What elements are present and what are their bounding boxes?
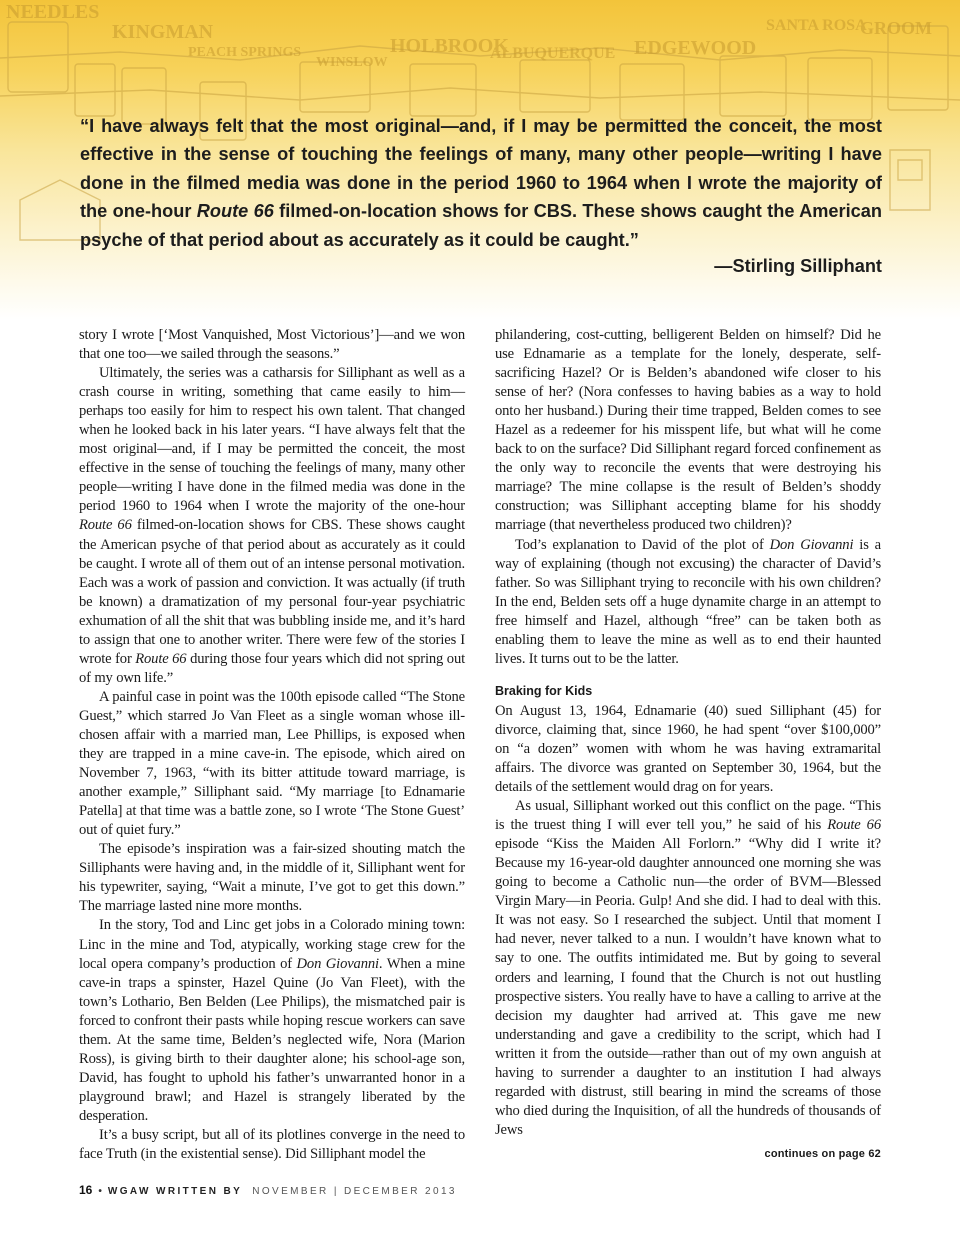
paragraph: A painful case in point was the 100th episode called “The Stone Guest,” which starred Jo Van Fleet as a single woman whose ill-chosen affair with a married man, Lee Phillips, is exposed when they are trapped in a mine cave-in. The episode, which aired on November 7, 1963, “with its bitter attitude toward marriage, is another example,” Silliphant said. “My marriage [to Ednamarie Patella] at that time was a battle zone, so I wrote ‘The Stone Guest’ out of quiet fury.” bbox=[79, 688, 465, 839]
paragraph-text: episode “Kiss the Maiden All Forlorn.” “Why did I write it? Because my 16-year-old daughter announced one morning she was going to become a Catholic nun—the order of BVM—Blessed Virgin Mary—in Peoria. Gulp! And she did. I had to deal with this. It was not easy. So I researched the subject. Until that moment I had never, never talked to a nun. I wouldn’t have known what to say to one. The outfits intimidated me. But by going to several orders and learning, I found that the Church is not out hustling prospective sisters. You really have to have a calling to arrive at the decision my daughter had arrived at. This gave me new understanding and gave a credibility to the script, which had I written it from the outside—rather than out of my own anguish at having to surrender a daughter to an institution I had always regarded with distrust, still bearing in mind the screams of those who died during the Inquisition, of all the hundreds of thousands of Jews bbox=[495, 836, 881, 1138]
paragraph-text: . When a mine cave-in traps a spinster, Hazel Quine (Jo Van Fleet), with the town’s Lothario, Ben Belden (Lee Philips), the mismatched pair is forced to confront their pasts while hoping rescue workers can save them. At the same time, Belden’s neglected wife, Nora (Marion Ross), is giving birth to their daughter alone; his school-age son, David, has fought to uphold his father’s unwarranted honor in a playground brawl; and Hazel is strangely liberated by the desperation. bbox=[79, 955, 465, 1124]
paragraph: The episode’s inspiration was a fair-sized shouting match the Silliphants were having and, in the middle of it, Silliphant went for his typewriter, saying, “Wait a minute, I’ve got to get this down.” The marriage lasted nine more months. bbox=[79, 841, 465, 915]
map-label-peach-springs: PEACH SPRINGS bbox=[188, 45, 302, 60]
show-title: Route 66 bbox=[827, 817, 881, 834]
paragraph bbox=[495, 797, 881, 1140]
map-label-edgewood: EDGEWOOD bbox=[634, 37, 757, 59]
map-label-needles: NEEDLES bbox=[6, 1, 100, 23]
map-label-albuquerque: ALBUQUERQUE bbox=[490, 45, 616, 62]
issue-date: NOVEMBER | DECEMBER 2013 bbox=[252, 1186, 457, 1197]
show-title: Route 66 bbox=[135, 650, 187, 667]
opera-title: Don Giovanni bbox=[769, 536, 854, 553]
article-column-right bbox=[495, 326, 881, 1164]
paragraph-text: Tod’s explanation to David of the plot of bbox=[515, 536, 770, 553]
show-title: Route 66 bbox=[79, 517, 132, 534]
map-label-winslow: WINSLOW bbox=[316, 55, 388, 70]
article-column-left bbox=[79, 326, 465, 1164]
paragraph bbox=[495, 536, 881, 669]
section-subhead: Braking for Kids bbox=[495, 683, 593, 698]
map-label-kingman: KINGMAN bbox=[112, 21, 214, 43]
publication-name: WGAW WRITTEN BY bbox=[107, 1186, 243, 1197]
paragraph-text: In the story, Tod and Linc get jobs in a Colorado mining town: Linc in the mine and Tod, atypically, working stage crew for the local opera company’s production of bbox=[79, 917, 465, 972]
continues-on-page-link[interactable]: continues on page 62 bbox=[764, 1147, 881, 1160]
paragraph-text: As usual, Silliphant worked out this conflict on the page. “This is the truest thing I will ever tell you,” he said of his bbox=[495, 798, 881, 834]
footer-bullet: • bbox=[98, 1186, 102, 1197]
paragraph: story I wrote [‘Most Vanquished, Most Victorious’]—and we won that one too—we sailed through the seasons.” bbox=[79, 327, 465, 363]
map-label-groom: GROOM bbox=[860, 18, 932, 38]
page-footer bbox=[79, 1183, 457, 1197]
paragraph bbox=[79, 364, 465, 688]
paragraph-text: filmed-on-location shows for CBS. These shows caught the American psyche of that period about as accurately as it could be caught. I wrote all of them out of an intense personal motivation. Each was a work of passion and conviction. It was actually (if truth be known) a dramatization of my personal four-year psychiatric exhumation of all the shit that was bubbling inside me, and it’s hard to assign that one to another writer. There were few of the stories I wrote for bbox=[79, 517, 466, 667]
pull-quote-attribution: —Stirling Silliphant bbox=[714, 256, 882, 276]
opera-title: Don Giovanni bbox=[296, 955, 379, 972]
pull-quote-text-end: filmed-on-location shows for CBS. These shows caught the American psyche of that period about as accurately as it could be caught.” bbox=[80, 201, 882, 250]
page-number: 16 bbox=[79, 1183, 93, 1197]
paragraph bbox=[79, 916, 465, 1126]
paragraph: It’s a busy script, but all of its plotlines converge in the need to face Truth (in the existential sense). Did Silliphant model the bbox=[79, 1126, 465, 1163]
map-label-santa-rosa: SANTA ROSA bbox=[766, 17, 867, 34]
pull-quote-text: “I have always felt that the most original—and, if I may be permitted the conceit, the most effective in the sense of touching the feelings of many, many other people—writing I have done in the filmed media was done in the period 1960 to 1964 when I wrote the majority of the one-hour bbox=[80, 116, 882, 222]
pull-quote bbox=[80, 112, 882, 254]
paragraph-text: during those four years which did not spring out of my own life.” bbox=[79, 650, 466, 686]
paragraph-text: Ultimately, the series was a catharsis for Silliphant as well as a crash course in writing, something that came easily to him—perhaps too easily for him to respect his own talent. That changed when he looked back in his later years. “I have always felt that the most original—and, if I may be permitted the conceit, the most effective in the sense of touching the feelings of many, many other people—writing I have done in the filmed media was done in the period 1960 to 1964 when I wrote the majority of the one-hour bbox=[79, 365, 465, 515]
paragraph-text: is a way of explaining (though not excusing) the character of David’s father. So was Silliphant trying to reconcile with his own children? In the end, Belden sets off a huge dynamite charge in an attempt to free himself and Hazel, although “free” can be taken both as enabling them to leave the mine as well as to end their haunted lives. It turns out to be the latter. bbox=[495, 536, 882, 667]
map-label-holbrook: HOLBROOK bbox=[390, 35, 509, 57]
paragraph: On August 13, 1964, Ednamarie (40) sued Silliphant (45) for divorce, claiming that, since 1960, he had spent “over $100,000” on “a dozen” women with whom he was having extramarital affairs. The divorce was granted on September 30, 1964, but the details of the settlement would drag on for years. bbox=[495, 702, 881, 796]
pull-quote-show-title: Route 66 bbox=[196, 201, 274, 222]
paragraph: philandering, cost-cutting, belligerent Belden on himself? Did he use Ednamarie as a template for the lonely, desperate, self-sacrificing Hazel? Or is Belden’s abandoned wife closer to his sense of her? (Nora confesses to having babies as a way to hold onto her husband.) During their time trapped, Belden comes to see Hazel as a redeemer for his misspent life, but what will he come back to on the surface? Did Silliphant regard forced confinement as the only way to reconcile the events that were destroying his marriage? The mine collapse is the result of Belden’s shoddy construction; was Silliphant accepting blame for his shoddy marriage (that nevertheless produced two children)? bbox=[495, 327, 881, 534]
